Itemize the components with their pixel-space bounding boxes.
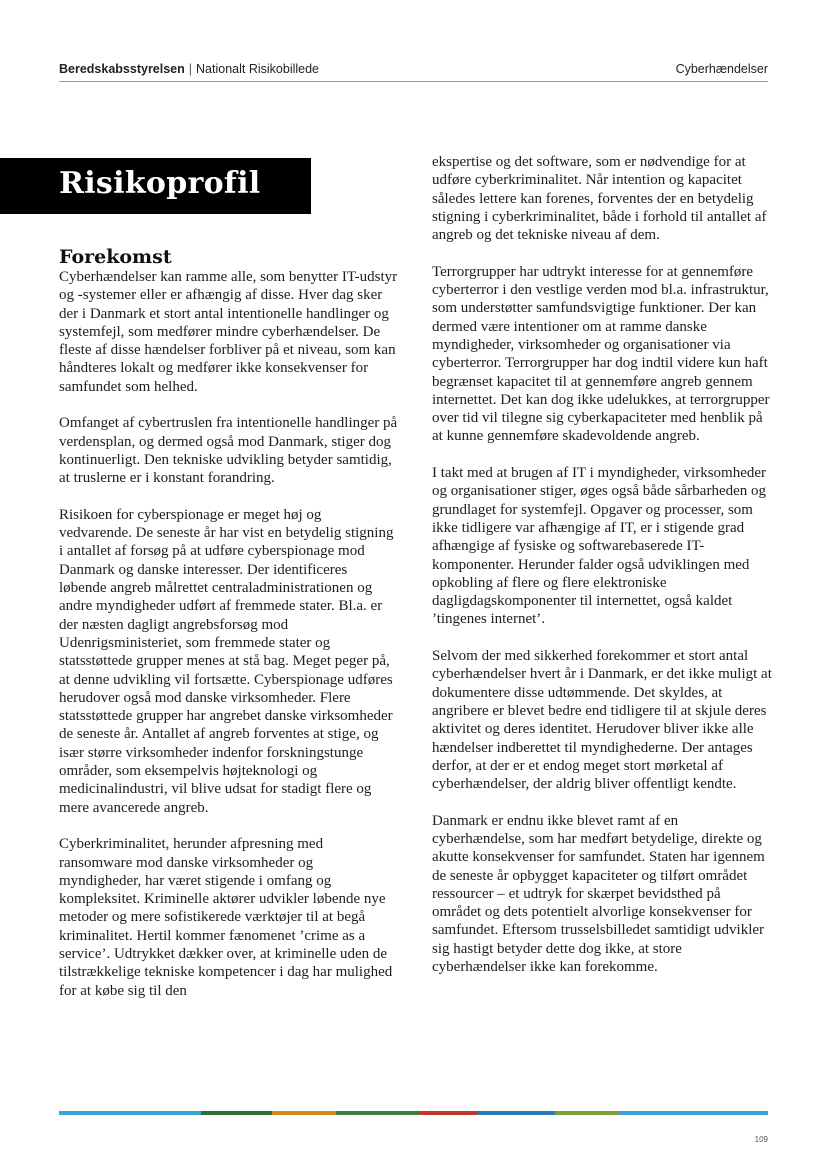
footer-bar-segment [620, 1111, 768, 1115]
left-column [59, 268, 398, 1018]
header-separator: | [188, 62, 193, 76]
header-divider [59, 81, 768, 82]
page-number: 109 [754, 1135, 768, 1144]
footer-bar-segment [478, 1111, 555, 1115]
section-heading: Forekomst [59, 246, 172, 268]
paragraph: Risikoen for cyberspionage er meget høj og vedvarende. De seneste år har vist en betydelig stigning i antallet af forsøg på at udføre cyberspionage mod Danmark og danske interesser. Der identificeres løbende angreb målrettet centraladministrationen og andre myndigheder udført af fremmede stater. Bl.a. er der næsten dagligt angrebsforsøg mod Udenrigsministeriet, som fremmede stater og statsstøttede grupper menes at stå bag. Meget peger på, at denne udvikling vil fortsætte. Cyberspionage udføres herudover også mod danske virksomheder. Flere statsstøttede grupper har angrebet danske virksomheder de seneste år. Antallet af angreb forventes at stige, og især større virksomheder indenfor forskningstunge områder, som eksempelvis højteknologi og medicinalindustri, vil blive udsat for stadigt flere og mere avancerede angreb. [59, 506, 394, 816]
paragraph: Cyberkriminalitet, herunder afpresning med ransomware mod danske virksomheder og myndigheder, har været stigende i omfang og kompleksitet. Kriminelle aktører udvikler løbende nye metoder og mere sofistikerede værktøjer til at begå kriminalitet. Hertil kommer fænomenet ’crime as a service’. Udtrykket dækker over, at kriminelle uden de tilstrækkelige tekniske kompetencer i dag har mulighed for at købe sig til den [59, 836, 393, 999]
header-publication: Nationalt Risikobillede [196, 62, 320, 76]
header-left [59, 62, 319, 76]
paragraph: Terrorgrupper har udtrykt interesse for at gennemføre cyberterror i den vestlige verden mod bl.a. infrastruktur, som understøtter samfundsvigtige funktioner. Der kan dermed være intentioner om at ramme danske myndigheder, virksomheder og organisationer via cyberterror. Terrorgrupper har dog indtil videre kun haft begrænset kapacitet til at gennemføre angreb gennem internettet. Det kan dog ikke udelukkes, at terrorgrupper over tid vil tilegne sig cyberkapaciteter med henblik på at kunne gennemføre skadevoldende angreb. [432, 263, 770, 445]
paragraph: ekspertise og det software, som er nødvendige for at udføre cyberkriminalitet. Når intention og kapacitet således lettere kan forenes, forventes der en betydelig stigning i cyberkriminalitet, både i forhold til antallet af angreb og det tekniske niveau af dem. [432, 154, 767, 244]
paragraph: Cyberhændelser kan ramme alle, som benytter IT-udstyr og -systemer eller er afhængig af disse. Hver dag sker der i Danmark et stort antal intentionelle handlinger og systemfejl, som medfører mindre cyberhændelser. De fleste af disse hændelser forbliver på et niveau, som kan håndteres lokalt og medfører ikke konsekvenser for samfundet som helhed. [59, 269, 398, 395]
footer-bar-segment [336, 1111, 420, 1115]
paragraph: Omfanget af cybertruslen fra intentionelle handlinger på verdensplan, og dermed også mod Danmark, stiger dog kontinuerligt. Den tekniske udvikling betyder samtidig, at truslerne er i konstant forandring. [59, 415, 398, 487]
paragraph: Selvom der med sikkerhed forekommer et stort antal cyberhændelser hvert år i Danmark, er det ikke muligt at dokumentere disse udtømmende. Det skyldes, at angribere er blevet bedre end tidligere til at skjule deres aktivitet og deres identitet. Herudover bliver ikke alle hændelser indberettet til myndighederne. Der antages derfor, at der er et endog meget stort mørketal af cyberhændelser, der aldrig bliver offentligt kendte. [432, 648, 772, 793]
title-banner [0, 158, 311, 214]
paragraph: I takt med at brugen af IT i myndigheder, virksomheder og organisationer stiger, øges også både sårbarheden og grundlaget for systemfejl. Opgaver og processer, som ikke tidligere var afhængige af IT, er i stigende grad afhængige af fysiske og softwarebaserede IT-komponenter. Herunder falder også udviklingen med opkobling af flere og flere elektroniske dagligdagskomponenter til internettet, også kaldet ’tingenes internet’. [432, 465, 767, 628]
footer-bar-segment [555, 1111, 619, 1115]
running-header [59, 62, 768, 80]
footer-bar-segment [201, 1111, 272, 1115]
page-title: Risikoprofil [59, 166, 261, 201]
paragraph: Danmark er endnu ikke blevet ramt af en cyberhændelse, som har medført betydelige, direkte og akutte konsekvenser for samfundet. Staten har igennem de seneste år opbygget kapaciteter og tilført området ressourcer – et udtryk for skærpet bevidsthed på området og dets potentielt alvorlige konsekvenser for samfundet. Eftersom trusselsbilledet samtidigt udvikler sig hastigt betyder dette dog ikke, at store cyberhændelser ikke kan forekomme. [432, 812, 765, 976]
footer-bar-segment [59, 1111, 201, 1115]
footer-color-bar [59, 1111, 768, 1115]
header-org: Beredskabsstyrelsen [59, 62, 185, 76]
footer-bar-segment [272, 1111, 336, 1115]
header-chapter: Cyberhændelser [675, 62, 768, 76]
footer-bar-segment [420, 1111, 478, 1115]
right-column [432, 153, 772, 995]
